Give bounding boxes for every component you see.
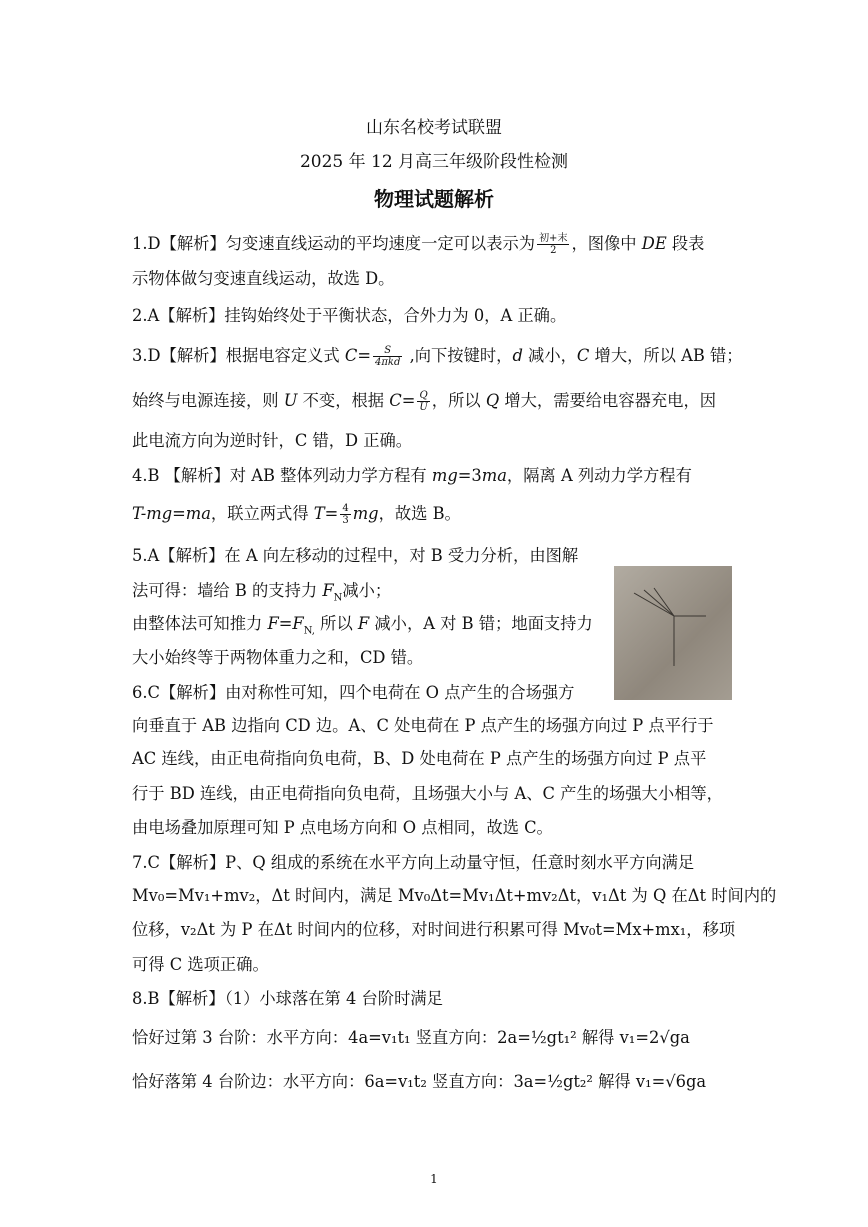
q3-l2a: 始终与电源连接，则 — [132, 391, 284, 410]
q6-line2: 向垂直于 AB 边指向 CD 边。A、C 处电荷在 P 点产生的场强方向过 P 点平行于 — [132, 716, 714, 735]
page-title: 物理试题解析 — [374, 187, 494, 211]
q5-l3a: 由整体法可知推力 — [132, 614, 268, 633]
force-diagram-photo — [614, 566, 732, 700]
q3-line2 — [132, 390, 716, 413]
q8-line3: 恰好落第 4 台阶边：水平方向：6a=v₁t₂ 竖直方向：3a=½gt₂² 解得 v₁=√6ga — [132, 1072, 707, 1091]
q4-line2 — [132, 503, 461, 526]
q4-l2f: ，故选 B。 — [378, 504, 461, 523]
q1-line2: 示物体做匀变速直线运动，故选 D。 — [132, 269, 395, 288]
q5-line4: 大小始终等于两物体重力之和，CD 错。 — [132, 648, 424, 667]
q5-l2b: F — [322, 581, 334, 600]
q4-b: mg — [431, 466, 458, 485]
q3-frac2-num: Q — [417, 390, 429, 402]
q7-line4: 可得 C 选项正确。 — [132, 955, 269, 974]
q4-c: =3 — [457, 466, 482, 485]
q4-l2e: mg — [352, 504, 379, 523]
q3-frac-num: S — [373, 345, 402, 357]
q3-fraction2 — [417, 390, 429, 413]
q4-e: ，隔离 A 列动力学方程有 — [506, 466, 692, 485]
q3-e: d — [512, 346, 523, 365]
q4-line1 — [132, 465, 692, 487]
q4-frac-den: 3 — [342, 515, 349, 526]
q6-line4: 行于 BD 连线，由正电荷指向负电荷，且场强大小与 A、C 产生的场强大小相等， — [132, 784, 723, 803]
q1-text-a: 1.D【解析】匀变速直线运动的平均速度一定可以表示为 — [132, 234, 536, 253]
q5-line2 — [132, 580, 391, 609]
q4-l2c: T — [313, 504, 325, 523]
q3-c: = — [357, 346, 371, 365]
q5-l2a: 法可得：墙给 B 的支持力 — [132, 581, 323, 600]
q3-l2d: C — [389, 391, 402, 410]
q4-l2b: ，联立两式得 — [210, 504, 314, 523]
exam-name: 2025 年 12 月高三年级阶段性检测 — [299, 152, 569, 172]
q2-line1: 2.A【解析】挂钩始终处于平衡状态，合外力为 0，A 正确。 — [132, 306, 567, 325]
q3-l2c: 不变，根据 — [297, 391, 390, 410]
q5-l3e: F — [357, 614, 370, 633]
q3-h: 增大，所以 AB 错； — [589, 346, 743, 365]
q3-l2b: U — [283, 391, 298, 410]
q4-l2d: = — [324, 504, 339, 523]
q1-text-d: 段表 — [666, 234, 705, 253]
q5-line1: 5.A【解析】在 A 向左移动的过程中，对 B 受力分析，由图解 — [132, 546, 579, 565]
q4-frac-num: 4 — [342, 503, 349, 514]
q3-f: 减小， — [522, 346, 577, 365]
force-diagram-sketch — [614, 566, 732, 700]
q7-line3: 位移，v₂Δt 为 P 在Δt 时间内的位移，对时间进行积累可得 Mv₀t=Mx+mx₁，移项 — [132, 920, 736, 939]
q8-line2: 恰好过第 3 台阶：水平方向：4a=v₁t₁ 竖直方向：2a=½gt₁² 解得 v₁=2√ga — [132, 1028, 690, 1047]
q4-fraction — [340, 503, 350, 526]
q5-line3 — [132, 613, 593, 642]
q5-l3b: F=F — [267, 614, 304, 633]
q5-l3d: 所以 — [314, 614, 358, 633]
q7-line1: 7.C【解析】P、Q 组成的系统在水平方向上动量守恒，任意时刻水平方向满足 — [132, 853, 695, 872]
q3-l2f: ，所以 — [431, 391, 486, 410]
q3-l2h: 增大，需要给电容器充电，因 — [499, 391, 717, 410]
q1-text-b: ，图像中 — [571, 234, 642, 253]
q3-a: 3.D【解析】根据电容定义式 — [132, 346, 345, 365]
q3-line1 — [132, 345, 743, 368]
q3-line3: 此电流方向为逆时针，C 错，D 正确。 — [132, 431, 413, 450]
q8-line1: 8.B【解析】（1）小球落在第 4 台阶时满足 — [132, 989, 443, 1008]
q1-line1 — [132, 233, 704, 256]
page-number: 1 — [430, 1172, 438, 1186]
q7-line2: Mv₀=Mv₁+mv₂，Δt 时间内，满足 Mv₀Δt=Mv₁Δt+mv₂Δt，v₁Δt 为 Q 在Δt 时间内的 — [132, 886, 777, 905]
q5-l2d: 减小； — [342, 581, 392, 600]
q3-b: C — [344, 346, 358, 365]
q4-l2a: T-mg=ma — [132, 504, 211, 523]
q6-line1: 6.C【解析】由对称性可知，四个电荷在 O 点产生的合场强方 — [132, 683, 575, 702]
q3-d: ,向下按键时， — [404, 346, 513, 365]
q3-l2g: Q — [485, 391, 500, 410]
q3-g: C — [576, 346, 590, 365]
q3-fraction — [373, 345, 402, 368]
q1-fraction — [537, 233, 569, 256]
q1-frac-den: 2 — [550, 245, 557, 256]
q3-frac2-den: U — [419, 402, 428, 413]
q5-l3c: N, — [303, 625, 315, 637]
q5-l2c: N — [333, 592, 343, 604]
q1-de: DE — [641, 234, 667, 253]
q4-a: 4.B 【解析】对 AB 整体列动力学方程有 — [132, 466, 432, 485]
q5-l3f: 减小，A 对 B 错；地面支持力 — [369, 614, 593, 633]
q6-line3: AC 连线，由正电荷指向负电荷，B、D 处电荷在 P 点产生的场强方向过 P 点平 — [132, 749, 707, 768]
org-name: 山东名校考试联盟 — [366, 118, 502, 138]
q1-frac-num: 初+末 — [539, 233, 568, 244]
q6-line5: 由电场叠加原理可知 P 点电场方向和 O 点相同，故选 C。 — [132, 818, 553, 837]
q4-d: ma — [481, 466, 507, 485]
q3-frac-den: 4πkd — [374, 357, 401, 368]
q3-l2e: = — [401, 391, 416, 410]
